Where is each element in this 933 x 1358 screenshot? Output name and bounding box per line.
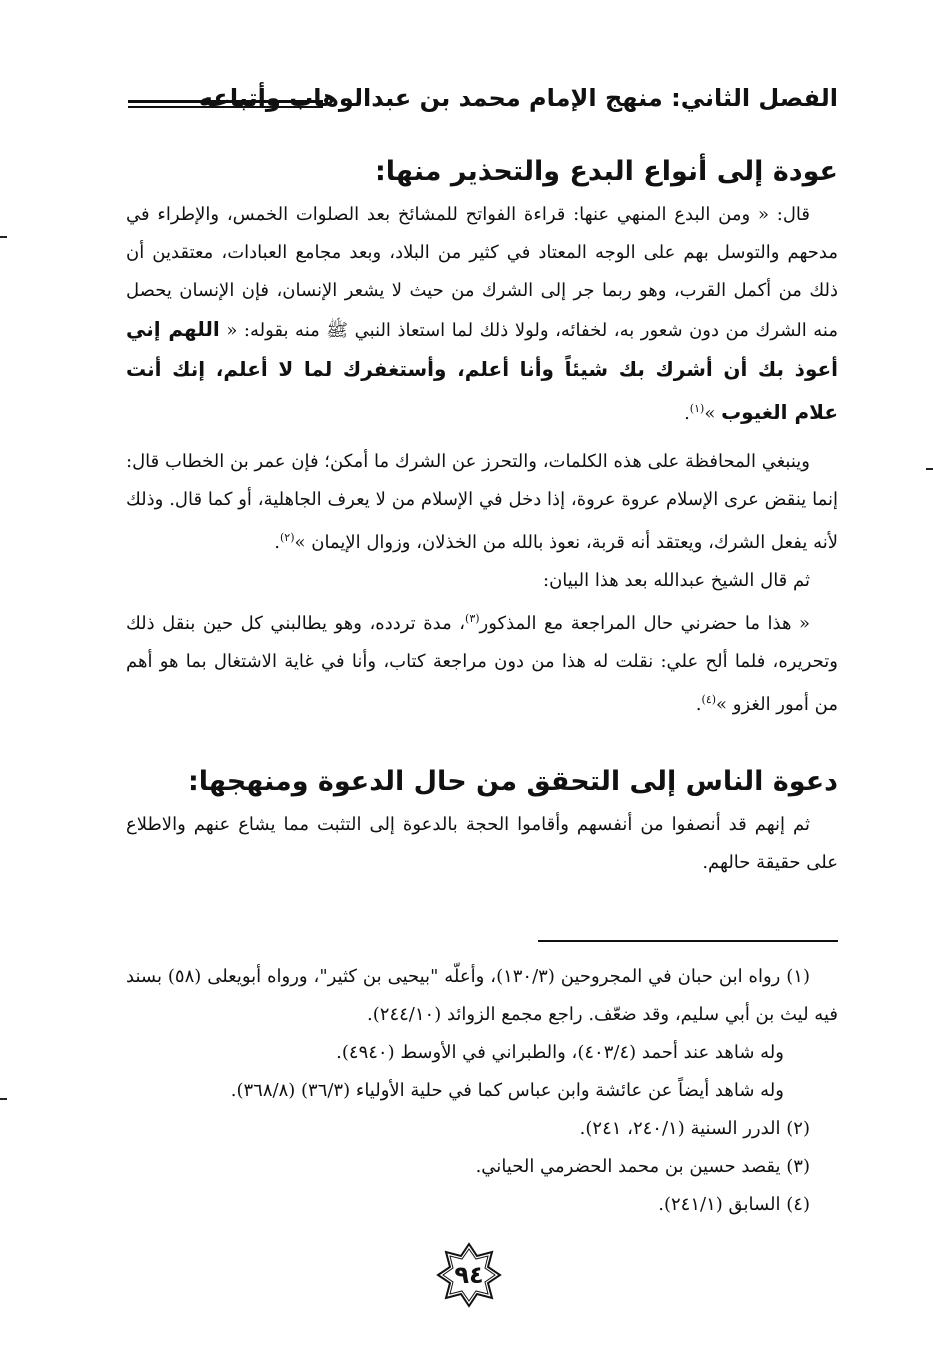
footnote: (٤) السابق (٢٤١/١). (658, 1194, 810, 1215)
period: . (684, 403, 690, 424)
running-header (128, 78, 838, 122)
paragraph-text: ثم إنهم قد أنصفوا من أنفسهم وأقاموا الحجة بالدعوة إلى التثبت مما يشاع عنهم والاطلاع على حقيقة حالهم. (126, 814, 838, 873)
paragraph (126, 600, 838, 724)
footnote-ref: (١) (689, 402, 705, 415)
paragraph (126, 443, 838, 562)
page-number: ٩٤ (454, 1261, 484, 1289)
period: . (695, 694, 702, 715)
paragraph (126, 562, 838, 600)
footnote: (٣) يقصد حسين بن محمد الحضرمي الحياني. (475, 1156, 810, 1177)
spacer (126, 433, 838, 443)
footnote-ref: (٢) (279, 531, 295, 544)
footnotes (126, 958, 838, 1224)
section-heading: عودة إلى أنواع البدع والتحذير منها: (374, 156, 838, 187)
footnote-ref: (٣) (465, 612, 480, 625)
paragraph-text: ثم قال الشيخ عبدالله بعد هذا البيان: (543, 570, 810, 591)
paragraph-text: ، مدة تردده، وهو يطالبني كل حين بنقل ذلك وتحريره، فلما ألح علي: نقلت له هذا من دون مراجعة كتاب، وأنا في غاية الاشتغال بما هو أهم من أمور الغزو » (126, 613, 838, 715)
page-number-ornament (436, 1242, 502, 1308)
margin-mark (0, 236, 7, 238)
margin-mark (926, 468, 933, 470)
footnote: (١) رواه ابن حبان في المجروحين (١٣٠/٣)، وأعلّه "بيحيى بن كثير"، ورواه أبويعلى (٥٨) بسند فيه ليث بن أبي سليم، وقد ضعّف. راجع مجمع الزوائد (٢٤٤/١٠). (126, 966, 838, 1025)
footnote-continuation: وله شاهد عند أحمد (٤٠٣/٤)، والطبراني في الأوسط (٤٩٤٠). (336, 1042, 784, 1063)
section-heading: دعوة الناس إلى التحقق من حال الدعوة ومنهجها: (187, 766, 838, 797)
header-rule (128, 100, 323, 103)
footnote: (٢) الدرر السنية (٢٤٠/١، ٢٤١). (579, 1118, 810, 1139)
footnote-ref: (٤) (701, 693, 717, 706)
footnote-continuation: وله شاهد أيضاً عن عائشة وابن عباس كما في حلية الأولياء (٣٦/٣) (٣٦٨/٨). (230, 1080, 784, 1101)
chapter-title: الفصل الثاني: منهج الإمام محمد بن عبدالوهاب وأتباعه (198, 84, 838, 112)
spacer (126, 724, 838, 758)
paragraph-text: « هذا ما حضرني حال المراجعة مع المذكور (479, 613, 810, 634)
main-text (126, 148, 838, 882)
margin-mark (0, 1098, 7, 1100)
paragraph-text: قال: « ومن البدع المنهي عنها: قراءة الفواتح للمشائخ بعد الصلوات الخمس، والإطراء في مدحهم والتوسل بهم على الوجه المعتاد في كثير من البلاد، وبعد مجامع العبادات، معتقدين أن ذلك من أكمل القرب، وهو ربما جر إلى الشرك من حيث لا يشعر الإنسان، فإن الإنسان يحصل منه الشرك من دون شعور به، لخفائه، ولولا ذلك لما استعاذ النبي ﷺ منه بقوله: « (126, 204, 838, 341)
period: . (274, 532, 280, 553)
paragraph-text: وينبغي المحافظة على هذه الكلمات، والتحرز عن الشرك ما أمكن؛ فإن عمر بن الخطاب قال: إنما ينقض عرى الإسلام عروة عروة، إذا دخل في الإسلام من لا يعرف الجاهلية، أو كما قال. وذلك لأنه يفعل الشرك، ويعتقد أنه قربة، نعوذ بالله من الخذلان، وزوال الإيمان » (126, 451, 838, 553)
paragraph (126, 196, 838, 433)
paragraph (126, 806, 838, 882)
hadith-quote: اللهم إني أعوذ بك أن أشرك بك شيئاً وأنا أعلم، وأستغفرك لما لا أعلم، إنك أنت علام الغيوب (126, 317, 838, 424)
header-rule-thin (128, 106, 323, 108)
closing-quote-mark: » (704, 403, 716, 424)
footnote-separator (538, 940, 838, 942)
